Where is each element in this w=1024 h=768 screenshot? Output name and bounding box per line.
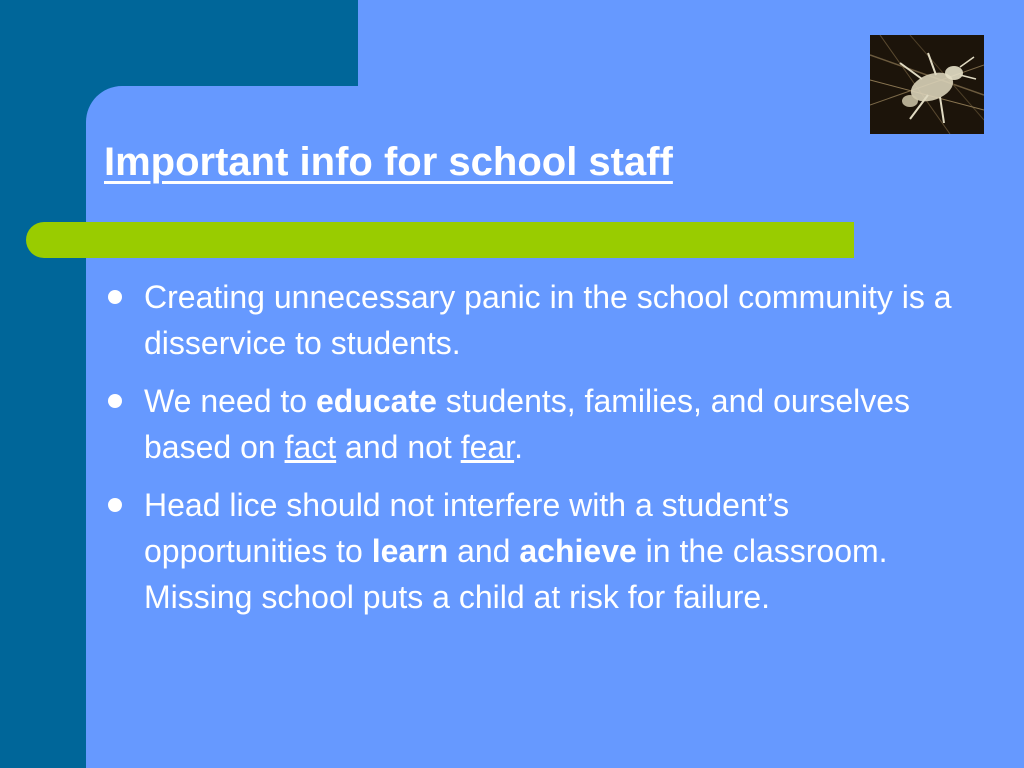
bullet-dot-icon bbox=[108, 290, 122, 304]
accent-bar bbox=[26, 222, 854, 258]
bullet-text-and: and bbox=[448, 533, 520, 569]
bullet-list bbox=[104, 274, 954, 632]
head-louse-photo bbox=[870, 35, 984, 134]
bullet-text: Creating unnecessary panic in the school community is a disservice to students. bbox=[144, 279, 952, 361]
bullet-emphasis-achieve: achieve bbox=[519, 533, 637, 569]
bullet-item bbox=[104, 274, 954, 366]
bullet-text-end: in the classroom. Missing school puts a child at risk for failure. bbox=[144, 533, 888, 615]
slide-title: Important info for school staff bbox=[104, 140, 673, 184]
bullet-text-lead: Head lice should not interfere with a student’s opportunities to bbox=[144, 487, 790, 569]
bullet-dot-icon bbox=[108, 498, 122, 512]
bullet-item bbox=[104, 482, 954, 620]
bullet-underline-fear: fear bbox=[460, 429, 515, 465]
bullet-emphasis-educate: educate bbox=[315, 383, 437, 419]
left-band-decoration bbox=[0, 0, 86, 768]
bullet-underline-fact: fact bbox=[284, 429, 337, 465]
bullet-item bbox=[104, 378, 954, 470]
bullet-text-mid: students, families, and ourselves based on bbox=[144, 383, 911, 465]
bullet-text-end: . bbox=[514, 429, 523, 465]
bullet-dot-icon bbox=[108, 394, 122, 408]
bullet-text-and-not: and not bbox=[336, 429, 461, 465]
bullet-text-lead: We need to bbox=[144, 383, 316, 419]
bullet-emphasis-learn: learn bbox=[371, 533, 449, 569]
louse-illustration-icon bbox=[870, 35, 984, 134]
